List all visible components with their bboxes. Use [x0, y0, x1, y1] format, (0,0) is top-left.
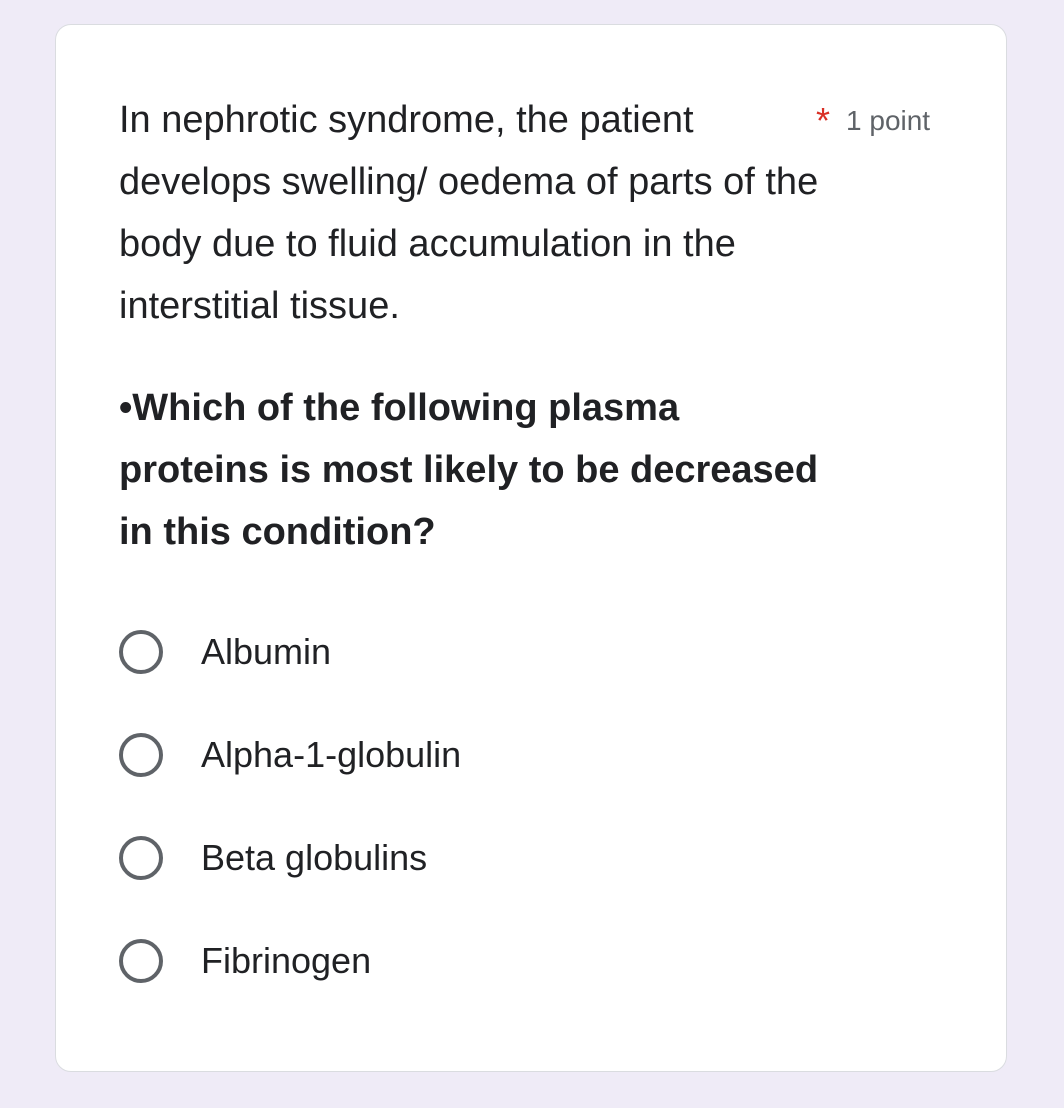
- option-label: Fibrinogen: [201, 940, 372, 981]
- option-beta-globulins[interactable]: [119, 831, 461, 885]
- question-text: In nephrotic syndrome, the patient develops swelling/ oedema of parts of the body due to fluid accumulation in the interstitial tissue.: [119, 99, 819, 327]
- radio-button[interactable]: [119, 733, 163, 777]
- required-asterisk: *: [816, 100, 831, 141]
- answer-options: [119, 625, 461, 1037]
- option-fibrinogen[interactable]: [119, 934, 461, 988]
- points-label: 1 point: [846, 105, 931, 136]
- radio-button[interactable]: [119, 939, 163, 983]
- option-alpha-1-globulin[interactable]: [119, 728, 461, 782]
- radio-button[interactable]: [119, 836, 163, 880]
- question-block: [119, 89, 819, 563]
- points-indicator: [816, 100, 931, 141]
- question-card: [55, 24, 1007, 1072]
- option-label: Beta globulins: [201, 837, 428, 878]
- option-label: Albumin: [201, 631, 332, 672]
- option-albumin[interactable]: [119, 625, 461, 679]
- question-subtext: •Which of the following plasma proteins is most likely to be decreased in this condition?: [119, 387, 819, 553]
- radio-button[interactable]: [119, 630, 163, 674]
- option-label: Alpha-1-globulin: [201, 734, 462, 775]
